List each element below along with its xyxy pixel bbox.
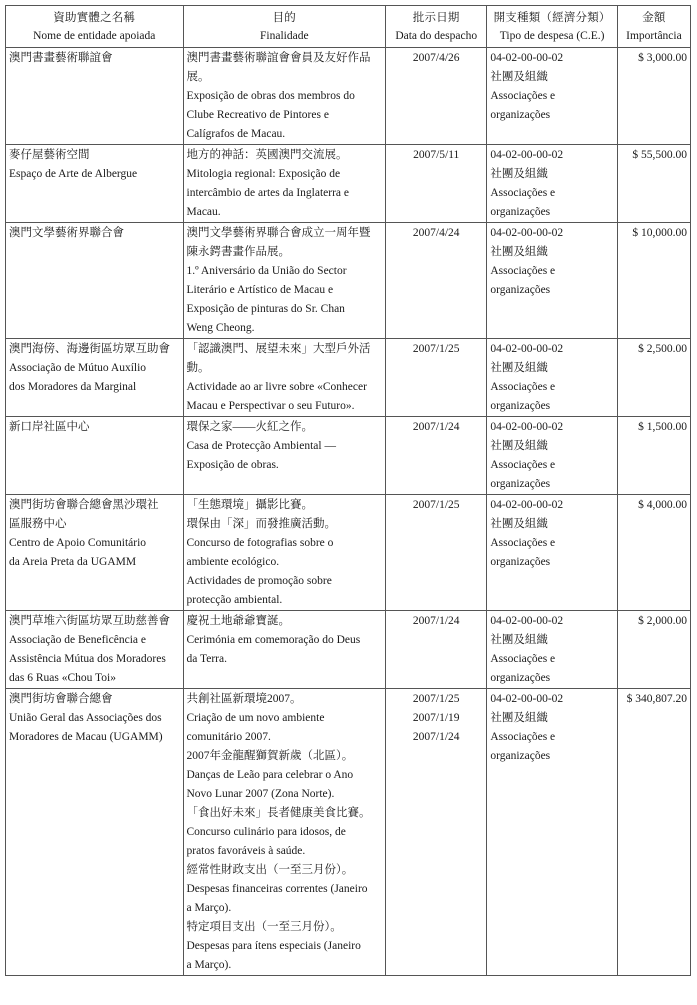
entity-cell (6, 689, 184, 976)
purpose-line: a Março). (186, 902, 232, 914)
purpose-cell (183, 48, 386, 145)
table-row (6, 417, 691, 495)
table-row (6, 495, 691, 611)
type-cell (487, 339, 618, 417)
type-cell (487, 145, 618, 223)
amount-value: $ 1,500.00 (638, 421, 687, 433)
purpose-line: Clube Recreativo de Pintores e (186, 109, 329, 121)
entity-line: 區服務中心 (9, 518, 67, 530)
purpose-line: 陳永鍔書畫作品展。 (186, 246, 290, 258)
type-line: 社團及組織 (490, 246, 548, 258)
type-line: Associações e (490, 459, 556, 471)
table-row (6, 48, 691, 145)
date-cell (386, 339, 487, 417)
header-entity-pt: Nome de entidade apoiada (33, 30, 156, 42)
entity-line: 新口岸社區中心 (9, 421, 90, 433)
purpose-line: 動。 (186, 362, 210, 374)
table-body (6, 48, 691, 976)
type-line: organizações (490, 672, 551, 684)
date-cell (386, 145, 487, 223)
type-cell (487, 611, 618, 689)
entity-line: 澳門草堆六街區坊眾互助慈善會 (9, 615, 170, 627)
header-entity (6, 6, 184, 48)
purpose-line: da Terra. (186, 653, 227, 665)
type-line: 04-02-00-00-02 (490, 149, 564, 161)
purpose-line: Mitologia regional: Exposição de (186, 168, 341, 180)
date-line: 2007/4/24 (412, 227, 460, 239)
purpose-line: Macau. (186, 206, 221, 218)
purpose-line: 特定項目支出（一至三月份）。 (186, 921, 342, 933)
entity-cell (6, 223, 184, 339)
purpose-line: Weng Cheong. (186, 322, 255, 334)
date-line: 2007/4/26 (412, 52, 460, 64)
header-entity-zh: 資助實體之名稱 (53, 12, 136, 24)
header-type (487, 6, 618, 48)
amount-cell (617, 417, 690, 495)
amount-value: $ 340,807.20 (626, 693, 687, 705)
amount-value: $ 2,000.00 (638, 615, 687, 627)
date-cell (386, 689, 487, 976)
purpose-line: Actividades de promoção sobre (186, 575, 332, 587)
purpose-line: Cerimónia em comemoração do Deus (186, 634, 361, 646)
purpose-line: 「食出好未來」長者健康美食比賽。 (186, 807, 371, 819)
purpose-line: Casa de Protecção Ambiental — (186, 440, 336, 452)
amount-cell (617, 48, 690, 145)
header-purpose (183, 6, 386, 48)
amount-value: $ 3,000.00 (638, 52, 687, 64)
amount-value: $ 55,500.00 (632, 149, 687, 161)
purpose-cell (183, 223, 386, 339)
entity-line: 澳門海傍、海邊街區坊眾互助會 (9, 343, 170, 355)
entity-cell (6, 495, 184, 611)
purpose-line: 澳門文學藝術界聯合會成立一周年暨 (186, 227, 371, 239)
purpose-line: comunitário 2007. (186, 731, 271, 743)
purpose-line: a Março). (186, 959, 232, 971)
amount-value: $ 2,500.00 (638, 343, 687, 355)
entity-line: Associação de Mútuo Auxílio (9, 362, 147, 374)
purpose-cell (183, 339, 386, 417)
purpose-line: 經常性財政支出（一至三月份）。 (186, 864, 354, 876)
purpose-line: 環保之家——火紅之作。 (186, 421, 313, 433)
purpose-line: Concurso culinário para idosos, de (186, 826, 346, 838)
purpose-cell (183, 689, 386, 976)
purpose-line: pratos favoráveis à saúde. (186, 845, 306, 857)
type-line: organizações (490, 400, 551, 412)
header-amount (617, 6, 690, 48)
purpose-line: 共創社區新環境2007。 (186, 693, 302, 705)
amount-value: $ 10,000.00 (632, 227, 687, 239)
entity-cell (6, 417, 184, 495)
table-row (6, 689, 691, 976)
entity-line: das 6 Ruas «Chou Toi» (9, 672, 116, 684)
purpose-line: Calígrafos de Macau. (186, 128, 286, 140)
type-line: 04-02-00-00-02 (490, 52, 564, 64)
purpose-line: Literário e Artístico de Macau e (186, 284, 334, 296)
entity-line: 澳門文學藝術界聯合會 (9, 227, 124, 239)
purpose-line: 「生態環境」攝影比賽。 (186, 499, 313, 511)
type-line: organizações (490, 750, 551, 762)
table-row (6, 339, 691, 417)
header-type-pt: Tipo de despesa (C.E.) (499, 30, 605, 42)
entity-line: 澳門街坊會聯合總會 (9, 693, 113, 705)
type-cell (487, 223, 618, 339)
date-line: 2007/1/24 (412, 421, 460, 433)
purpose-line: 地方的神話：英國澳門交流展。 (186, 149, 348, 161)
header-date-zh: 批示日期 (412, 12, 460, 24)
header-date (386, 6, 487, 48)
type-line: 社團及組織 (490, 712, 548, 724)
date-line: 2007/1/25 (412, 499, 460, 511)
amount-cell (617, 495, 690, 611)
entity-line: Moradores de Macau (UGAMM) (9, 731, 163, 743)
type-line: organizações (490, 478, 551, 490)
purpose-cell (183, 145, 386, 223)
entity-line: Assistência Mútua dos Moradores (9, 653, 166, 665)
purpose-line: Danças de Leão para celebrar o Ano (186, 769, 354, 781)
amount-cell (617, 689, 690, 976)
table-row (6, 223, 691, 339)
type-line: 社團及組織 (490, 634, 548, 646)
date-line: 2007/1/24 (412, 731, 460, 743)
date-line: 2007/5/11 (413, 149, 460, 161)
purpose-line: 慶祝土地爺爺寶誕。 (186, 615, 290, 627)
type-line: Associações e (490, 537, 556, 549)
entity-line: Espaço de Arte de Albergue (9, 168, 138, 180)
type-line: organizações (490, 556, 551, 568)
type-line: Associações e (490, 731, 556, 743)
date-cell (386, 417, 487, 495)
purpose-line: Despesas financeiras correntes (Janeiro (186, 883, 368, 895)
entity-line: Associação de Beneficência e (9, 634, 146, 646)
type-line: 04-02-00-00-02 (490, 421, 564, 433)
entity-line: 麥仔屋藝術空間 (9, 149, 90, 161)
type-line: Associações e (490, 187, 556, 199)
purpose-line: 展。 (186, 71, 210, 83)
date-line: 2007/1/19 (412, 712, 460, 724)
type-line: 04-02-00-00-02 (490, 227, 564, 239)
purpose-line: Criação de um novo ambiente (186, 712, 325, 724)
type-line: 社團及組織 (490, 168, 548, 180)
purpose-line: 澳門書畫藝術聯誼會會員及友好作品 (186, 52, 371, 64)
purpose-line: protecção ambiental. (186, 594, 283, 606)
subsidy-table (5, 5, 691, 976)
entity-line: Centro de Apoio Comunitário (9, 537, 147, 549)
entity-cell (6, 611, 184, 689)
entity-cell (6, 339, 184, 417)
date-cell (386, 495, 487, 611)
purpose-line: Macau e Perspectivar o seu Futuro». (186, 400, 355, 412)
entity-cell (6, 48, 184, 145)
type-cell (487, 495, 618, 611)
type-line: Associações e (490, 653, 556, 665)
purpose-line: intercâmbio de artes da Inglaterra e (186, 187, 350, 199)
purpose-cell (183, 417, 386, 495)
type-line: 04-02-00-00-02 (490, 615, 564, 627)
table-row (6, 145, 691, 223)
purpose-cell (183, 495, 386, 611)
entity-line: 澳門街坊會聯合總會黑沙環社 (9, 499, 159, 511)
type-cell (487, 689, 618, 976)
date-cell (386, 611, 487, 689)
purpose-cell (183, 611, 386, 689)
entity-line: da Areia Preta da UGAMM (9, 556, 137, 568)
type-cell (487, 417, 618, 495)
purpose-line: ambiente ecológico. (186, 556, 280, 568)
purpose-line: Despesas para ítens especiais (Janeiro (186, 940, 361, 952)
type-line: 社團及組織 (490, 71, 548, 83)
date-line: 2007/1/25 (412, 343, 460, 355)
purpose-line: 「認識澳門、展望未來」大型戶外活 (186, 343, 371, 355)
header-amount-zh: 金額 (642, 12, 666, 24)
header-purpose-zh: 目的 (272, 12, 296, 24)
purpose-line: Concurso de fotografias sobre o (186, 537, 334, 549)
purpose-line: Exposição de pinturas do Sr. Chan (186, 303, 345, 315)
entity-line: dos Moradores da Marginal (9, 381, 137, 393)
header-date-pt: Data do despacho (395, 30, 478, 42)
type-line: 04-02-00-00-02 (490, 499, 564, 511)
entity-line: 澳門書畫藝術聯誼會 (9, 52, 113, 64)
table-row (6, 611, 691, 689)
date-line: 2007/1/25 (412, 693, 460, 705)
header-type-zh: 開支種類（經濟分類） (493, 12, 611, 24)
amount-value: $ 4,000.00 (638, 499, 687, 511)
purpose-line: Exposição de obras dos membros do (186, 90, 355, 102)
entity-cell (6, 145, 184, 223)
purpose-line: Actividade ao ar livre sobre «Conhecer (186, 381, 367, 393)
type-line: organizações (490, 206, 551, 218)
type-line: Associações e (490, 265, 556, 277)
header-amount-pt: Importância (626, 30, 682, 42)
date-cell (386, 48, 487, 145)
type-line: organizações (490, 284, 551, 296)
type-line: 社團及組織 (490, 440, 548, 452)
purpose-line: Exposição de obras. (186, 459, 279, 471)
type-line: 社團及組織 (490, 362, 548, 374)
header-purpose-pt: Finalidade (260, 30, 309, 42)
amount-cell (617, 223, 690, 339)
type-line: 04-02-00-00-02 (490, 693, 564, 705)
type-line: Associações e (490, 90, 556, 102)
amount-cell (617, 339, 690, 417)
purpose-line: 1.º Aniversário da União do Sector (186, 265, 347, 277)
type-line: Associações e (490, 381, 556, 393)
purpose-line: Novo Lunar 2007 (Zona Norte). (186, 788, 335, 800)
amount-cell (617, 145, 690, 223)
type-line: 04-02-00-00-02 (490, 343, 564, 355)
type-line: 社團及組織 (490, 518, 548, 530)
date-line: 2007/1/24 (412, 615, 460, 627)
header-row (6, 6, 691, 48)
type-line: organizações (490, 109, 551, 121)
date-cell (386, 223, 487, 339)
entity-line: União Geral das Associações dos (9, 712, 162, 724)
type-cell (487, 48, 618, 145)
purpose-line: 環保由「深」而發推廣活動。 (186, 518, 336, 530)
purpose-line: 2007年金龍醒獅賀新歲（北區）。 (186, 750, 354, 762)
amount-cell (617, 611, 690, 689)
